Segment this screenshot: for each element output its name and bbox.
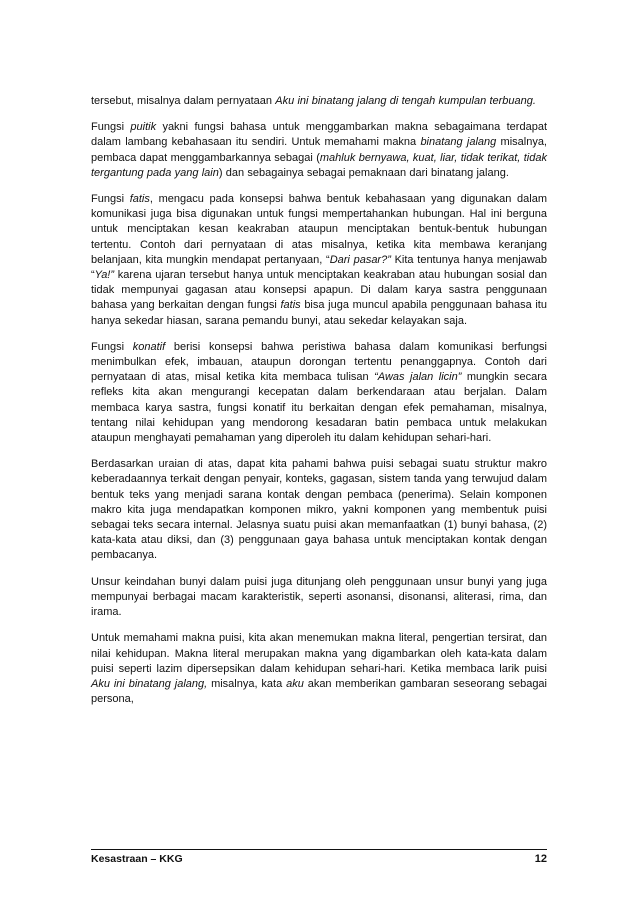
body-paragraph: [91, 631, 547, 707]
page-footer: [91, 853, 547, 869]
italic-text: konatif: [132, 340, 166, 353]
paragraph-text: ) dan sebagainya sebagai pemaknaan dari binatang jalang.: [218, 166, 509, 179]
footer-title: Kesastraan – KKG: [91, 853, 183, 865]
italic-text: Ya!”: [94, 269, 115, 282]
paragraph-text: mungkin secara refleks kita akan mengurangi kecepatan dalam berkendaraan atau berjalan. Dalam membaca karya sastra, fungsi konatif itu berkaitan dengan efek pemahaman, misalnya, tentang nilai kehidupan yang mendorong kesadaran batin pembaca untuk melakukan ataupun menghayati pemahaman yang diperoleh itu dalam kehidupan sehari-hari.: [91, 371, 547, 445]
paragraph-text: Fungsi: [91, 340, 133, 353]
paragraph-text: tersebut, misalnya dalam pernyataan: [91, 95, 276, 107]
page-body: [91, 94, 547, 718]
paragraph-text: Untuk memahami makna puisi, kita akan menemukan makna literal, pengertian tersirat, dan nilai kehidupan. Makna literal merupakan makna yang digambarkan oleh kata-kata dalam puisi seperti lazim dipersepsikan dalam kehidupan sehari-hari. Ketika membaca larik puisi: [91, 632, 547, 675]
italic-text: aku: [286, 677, 304, 690]
footer-rule: [91, 849, 547, 850]
paragraph-text: akan memberikan gambaran seseorang sebagai persona,: [91, 677, 547, 706]
italic-text: Aku ini binatang jalang,: [91, 677, 208, 690]
paragraph-text: berisi konsepsi bahwa peristiwa bahasa dalam komunikasi berfungsi menimbulkan efek, imbauan, ataupun dorongan tertentu penanggapnya. Contoh dari pernyataan di atas, misal ketika kita membaca tulisan: [91, 340, 547, 384]
italic-text: “Awas jalan licin”: [374, 371, 462, 384]
paragraph-text: , mengacu pada konsepsi bahwa bentuk kebahasaan yang digunakan dalam komunikasi juga bisa digunakan untuk fungsi mempertahankan hubungan. Hal ini berguna untuk menciptakan kesan keakraban ataupun menciptakan bentuk-bentuk hubungan tertentu. Contoh dari pernyataan di atas misalnya, ketika kita membawa keranjang belanjaan, kita mungkin mendapat pertanyaan, “: [91, 193, 547, 266]
body-paragraph: [91, 575, 547, 621]
italic-text: fatis: [129, 193, 150, 206]
body-paragraph: [91, 457, 547, 563]
italic-text: Aku ini binatang jalang di tengah kumpulan terbuang.: [275, 95, 536, 107]
paragraph-text: Unsur keindahan bunyi dalam puisi juga ditunjang oleh penggunaan unsur bunyi yang juga mempunyai berbagai macam karakteristik, seperti asonansi, disonansi, aliterasi, rima, dan irama.: [91, 575, 547, 619]
italic-text: mahluk bernyawa, kuat, liar, tidak terikat, tidak tergantung pada yang lain: [91, 151, 547, 179]
paragraph-text: Kita tentunya hanya menjawab “: [91, 253, 547, 282]
paragraph-text: Fungsi: [91, 121, 131, 134]
italic-text: fatis: [280, 299, 301, 312]
paragraph-text: yakni fungsi bahasa untuk menggambarkan makna sebagaimana terdapat dalam lambang kebahasaan itu sendiri. Untuk memahami makna: [91, 121, 547, 149]
italic-text: puitik: [130, 121, 157, 134]
paragraph-text: Berdasarkan uraian di atas, dapat kita pahami bahwa puisi sebagai suatu struktur makro keberadaannya terkait dengan penyair, konteks, gagasan, sistem tanda yang terwujud dalam bentuk teks yang menjadi sarana kontak dengan pembaca (penerima). Selain komponen makro kita juga mendapatkan komponen mikro, yakni komponen yang membentuk puisi sebagai teks secara internal. Jelasnya suatu puisi akan memanfaatkan (1) bunyi bahasa, (2) kata-kata atau diksi, dan (3) penggunaan gaya bahasa untuk menciptakan kontak dengan pembacanya.: [91, 458, 547, 562]
paragraph-text: misalnya, pembaca dapat menggambarkannya sebagai (: [91, 136, 547, 164]
body-paragraph: [91, 120, 547, 181]
paragraph-text: Fungsi: [91, 193, 130, 206]
page-number: 12: [534, 853, 547, 865]
body-paragraph: [91, 340, 547, 446]
italic-text: binatang jalang: [420, 136, 497, 149]
body-paragraph: [91, 192, 547, 329]
paragraph-text: karena ujaran tersebut hanya untuk menciptakan keakraban atau hubungan sosial dan tidak mempunyai gagasan atau konsepsi apapun. Di dalam karya sastra penggunaan bahasa yang berkaitan dengan fungsi: [91, 269, 547, 312]
paragraph-text: bisa juga muncul apabila penggunaan bahasa itu hanya sekedar hiasan, sarana pemandu bunyi, atau sekedar kelayakan saja.: [91, 299, 547, 327]
paragraph-text: misalnya, kata: [207, 677, 287, 690]
italic-text: Dari pasar?”: [329, 253, 391, 266]
body-paragraph: [91, 94, 547, 109]
